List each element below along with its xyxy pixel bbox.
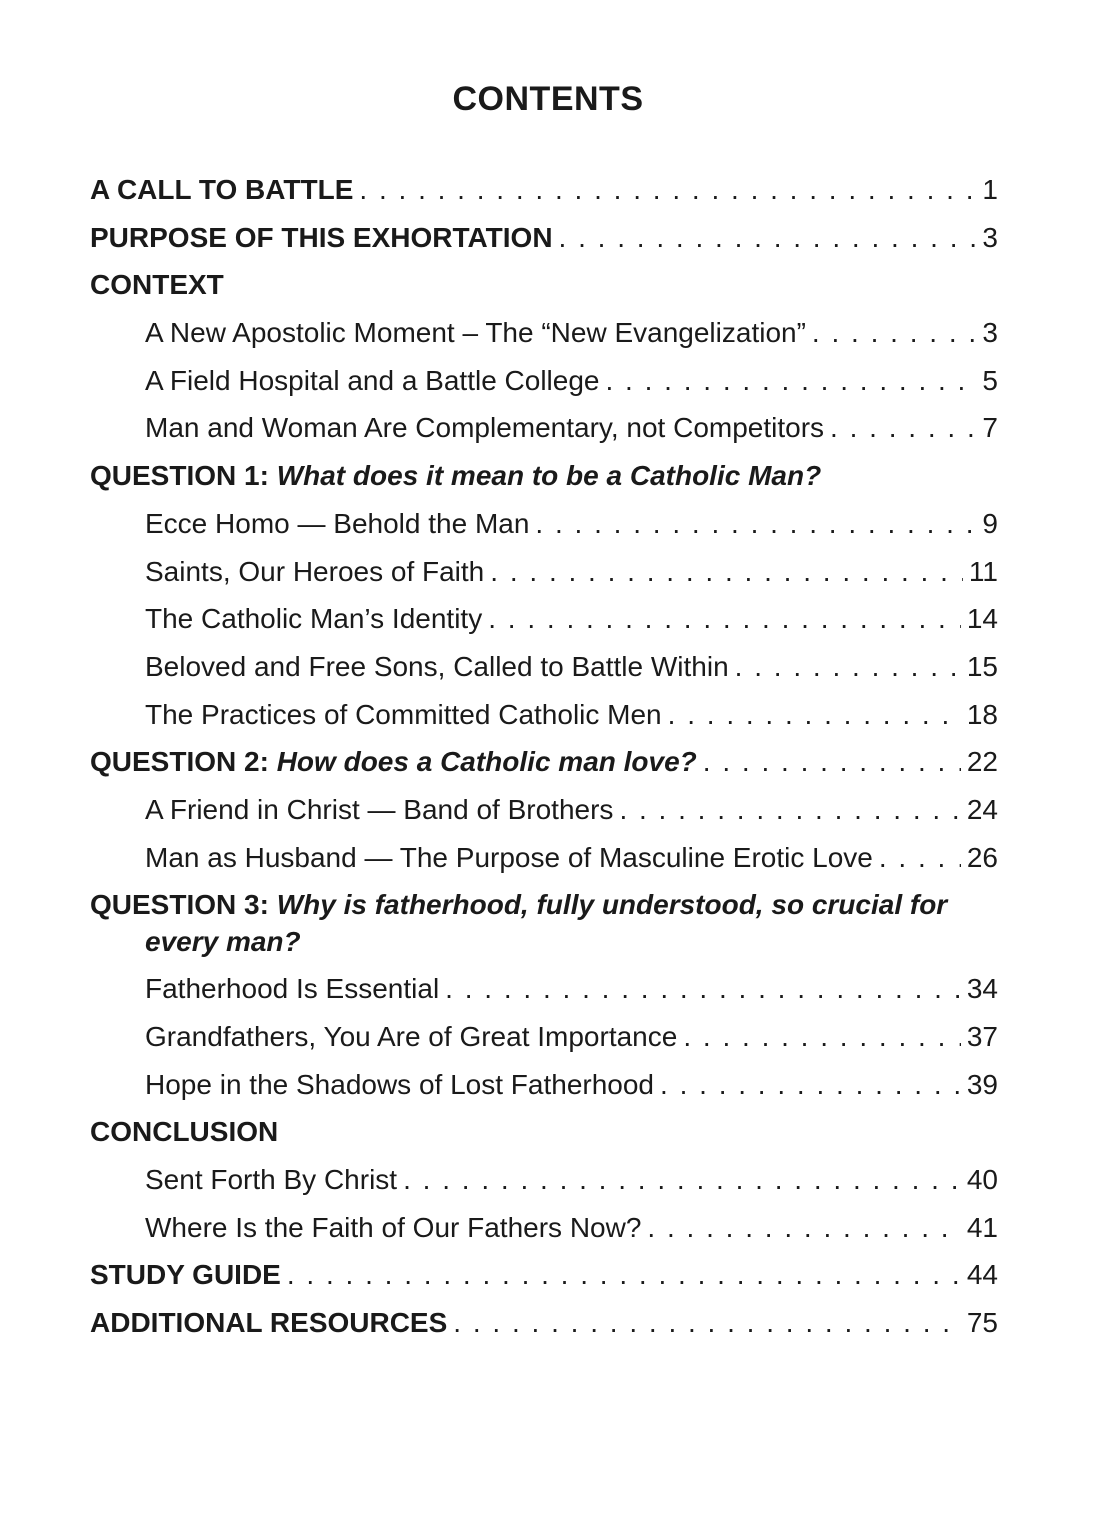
- dot-leader: [703, 738, 961, 786]
- dot-leader: [359, 166, 976, 214]
- dot-leader: [735, 643, 961, 691]
- toc-entry-label: A New Apostolic Moment – The “New Evangelization”: [145, 317, 806, 349]
- toc-page-number: 26: [966, 841, 998, 873]
- toc-page-number: 44: [966, 1259, 998, 1291]
- toc-entry-label: Sent Forth By Christ: [145, 1164, 398, 1196]
- toc-entry-man-as-husband[interactable]: [90, 834, 998, 882]
- dot-leader: [606, 357, 977, 405]
- toc-entry-apostolic-moment[interactable]: [90, 309, 998, 357]
- table-of-contents: [90, 166, 998, 1347]
- dot-leader: [490, 548, 963, 596]
- toc-entry-fatherhood-essential[interactable]: [90, 965, 998, 1013]
- toc-page-number: 3: [982, 221, 998, 253]
- question-text: Why is fatherhood, fully understood, so crucial for: [276, 889, 948, 921]
- dot-leader: [488, 595, 961, 643]
- question-prefix: QUESTION 2:: [90, 746, 269, 778]
- toc-entry-label: Saints, Our Heroes of Faith: [145, 555, 485, 587]
- toc-entry-saints[interactable]: [90, 548, 998, 596]
- question-text-continued: every man?: [145, 926, 301, 958]
- toc-entry-practices[interactable]: [90, 691, 998, 739]
- toc-section-conclusion: [90, 1108, 998, 1156]
- toc-entry-study-guide[interactable]: [90, 1251, 998, 1299]
- toc-page-number: 9: [982, 507, 998, 539]
- toc-page-number: 18: [966, 698, 998, 730]
- toc-page-number: 39: [966, 1068, 998, 1100]
- toc-entry-label: Beloved and Free Sons, Called to Battle Within: [145, 650, 729, 682]
- toc-entry-field-hospital[interactable]: [90, 357, 998, 405]
- dot-leader: [619, 786, 960, 834]
- toc-page-number: 75: [966, 1307, 998, 1339]
- toc-entry-label: A Field Hospital and a Battle College: [145, 364, 600, 396]
- toc-entry-label: Hope in the Shadows of Lost Fatherhood: [145, 1068, 655, 1100]
- toc-entry-label: Man as Husband — The Purpose of Masculine Erotic Love: [145, 841, 873, 873]
- toc-section-question-3: [90, 881, 998, 965]
- dot-leader: [445, 965, 961, 1013]
- toc-section-context: [90, 261, 998, 309]
- toc-entry-man-and-woman[interactable]: [90, 404, 998, 452]
- toc-page-number: 1: [982, 174, 998, 205]
- toc-entry-ecce-homo[interactable]: [90, 500, 998, 548]
- question-prefix: QUESTION 3:: [90, 889, 269, 921]
- dot-leader: [879, 834, 961, 882]
- dot-leader: [812, 309, 977, 357]
- toc-entry-hope-in-shadows[interactable]: [90, 1061, 998, 1109]
- question-text: What does it mean to be a Catholic Man?: [276, 460, 822, 492]
- toc-entry-label: Where Is the Faith of Our Fathers Now?: [145, 1211, 642, 1243]
- dot-leader: [403, 1156, 961, 1204]
- toc-entry-grandfathers[interactable]: [90, 1013, 998, 1061]
- toc-page-number: 34: [966, 973, 998, 1005]
- toc-page-number: 5: [982, 364, 998, 396]
- toc-page-number: 41: [966, 1211, 998, 1243]
- dot-leader: [535, 500, 976, 548]
- dot-leader: [453, 1299, 961, 1347]
- toc-entry-faith-of-fathers[interactable]: [90, 1204, 998, 1252]
- toc-entry-label: A CALL TO BATTLE: [90, 174, 354, 205]
- toc-page-number: 22: [966, 746, 998, 778]
- dot-leader: [668, 691, 961, 739]
- dot-leader: [287, 1251, 961, 1299]
- toc-page-number: 14: [966, 603, 998, 635]
- toc-entry-beloved-sons[interactable]: [90, 643, 998, 691]
- toc-section-label: CONTEXT: [90, 269, 224, 301]
- dot-leader: [559, 214, 977, 262]
- dot-leader: [647, 1204, 960, 1252]
- toc-entry-label: Fatherhood Is Essential: [145, 973, 440, 1005]
- toc-page-number: 37: [966, 1021, 998, 1052]
- page-title: CONTENTS: [452, 80, 644, 118]
- question-text: How does a Catholic man love?: [276, 746, 697, 778]
- toc-page-number: 3: [982, 317, 998, 349]
- toc-page-number: 7: [982, 412, 998, 444]
- toc-section-label: [90, 452, 821, 500]
- toc-entry-label: STUDY GUIDE: [90, 1259, 281, 1291]
- toc-entry-question-2[interactable]: [90, 738, 998, 786]
- toc-section-question-1: [90, 452, 998, 500]
- toc-page-number: 24: [966, 793, 998, 825]
- dot-leader: [660, 1061, 961, 1109]
- dot-leader: [830, 404, 976, 452]
- toc-page-number: 15: [966, 650, 998, 682]
- toc-entry-sent-forth[interactable]: [90, 1156, 998, 1204]
- toc-entry-identity[interactable]: [90, 595, 998, 643]
- toc-entry-label: PURPOSE OF THIS EXHORTATION: [90, 221, 553, 253]
- question-line-1: [90, 886, 998, 923]
- dot-leader: [683, 1013, 961, 1061]
- toc-entry-label: Ecce Homo — Behold the Man: [145, 507, 530, 539]
- toc-entry-label: A Friend in Christ — Band of Brothers: [145, 793, 614, 825]
- toc-entry-label: Man and Woman Are Complementary, not Competitors: [145, 412, 825, 444]
- toc-page-number: 11: [968, 555, 998, 587]
- question-prefix: QUESTION 1:: [90, 460, 269, 492]
- toc-page-number: 40: [966, 1164, 998, 1196]
- toc-entry-call-to-battle[interactable]: [90, 166, 998, 214]
- toc-entry-purpose[interactable]: [90, 214, 998, 262]
- toc-entry-label: Grandfathers, You Are of Great Importance: [145, 1021, 678, 1052]
- toc-entry-additional-resources[interactable]: [90, 1299, 998, 1347]
- toc-entry-label: The Catholic Man’s Identity: [145, 603, 483, 635]
- toc-section-label: CONCLUSION: [90, 1116, 279, 1148]
- toc-entry-label: [90, 738, 697, 786]
- toc-entry-friend-in-christ[interactable]: [90, 786, 998, 834]
- toc-entry-label: The Practices of Committed Catholic Men: [145, 698, 662, 730]
- toc-entry-label: ADDITIONAL RESOURCES: [90, 1307, 448, 1339]
- question-line-2: [90, 923, 998, 960]
